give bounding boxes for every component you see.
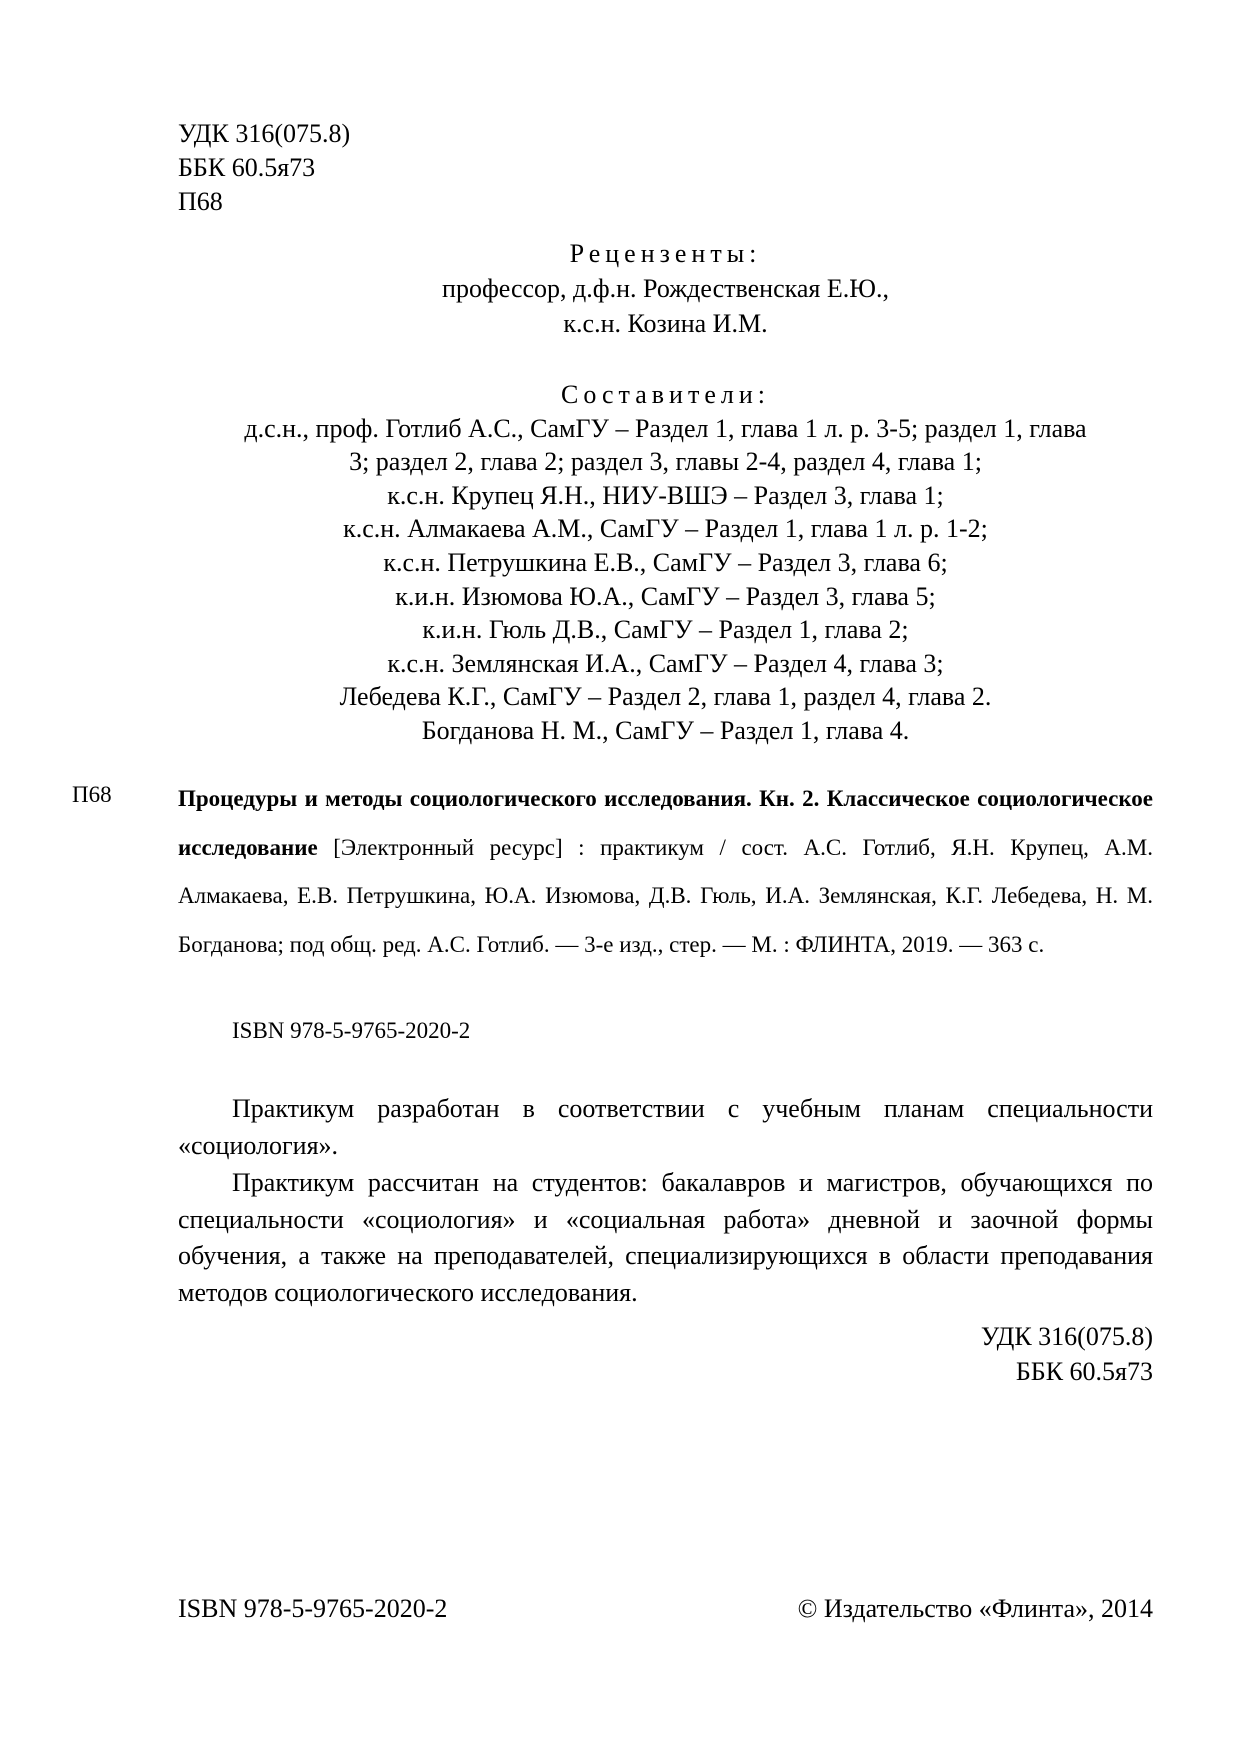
compiler-line: к.и.н. Гюль Д.В., СамГУ – Раздел 1, глава 2; <box>422 615 909 645</box>
bbk-code: ББК 60.5я73 <box>1015 1357 1153 1386</box>
udk-code: УДК 316(075.8) <box>980 1322 1153 1351</box>
annotation <box>178 1091 1153 1311</box>
reviewers-heading: Рецензенты: <box>569 239 762 268</box>
compiler-line: к.с.н. Алмакаева А.М., СамГУ – Раздел 1, глава 1 л. р. 1-2; <box>343 514 988 544</box>
copyright-notice: © Издательство «Флинта», 2014 <box>797 1594 1153 1623</box>
udk-code: УДК 316(075.8) <box>178 119 351 148</box>
reviewers-block <box>178 236 1153 341</box>
annotation-paragraph: Практикум разработан в соответствии с учебным планам специальности «социология». <box>178 1094 1153 1160</box>
compiler-line: к.с.н. Петрушкина Е.В., СамГУ – Раздел 3, глава 6; <box>383 547 948 577</box>
classification-codes <box>178 117 350 219</box>
compilers-heading: Составители: <box>561 380 770 409</box>
book-title: Процедуры и методы социологического исследования. Кн. 2. Классическое социологическое исследование <box>178 786 1153 860</box>
compiler-line: к.с.н. Крупец Я.Н., НИУ-ВШЭ – Раздел 3, глава 1; <box>387 480 944 510</box>
catalog-code: П68 <box>72 782 112 807</box>
reviewer-line: профессор, д.ф.н. Рождественская Е.Ю., <box>442 274 889 303</box>
compilers-block <box>178 378 1153 748</box>
bibliographic-details: [Электронный ресурс] : практикум / сост. А.С. Готлиб, Я.Н. Крупец, А.М. Алмакаева, Е.В. Петрушкина, Ю.А. Изюмова, Д.В. Гюль, И.А. Землянская, К.Г. Лебедева, Н. М. Богданова; под общ. ред. А.С. Готлиб. — 3-е изд., стер. — М. : ФЛИНТА, 2019. — 363 с. <box>178 834 1153 957</box>
bibliographic-description <box>178 775 1153 969</box>
footer-classification-codes <box>981 1319 1153 1389</box>
compiler-line: д.с.н., проф. Готлиб А.С., СамГУ – Раздел 1, глава 1 л. р. 3-5; раздел 1, глава <box>244 413 1087 443</box>
compiler-line: к.и.н. Изюмова Ю.А., СамГУ – Раздел 3, глава 5; <box>395 581 936 611</box>
annotation-paragraph: Практикум рассчитан на студентов: бакалавров и магистров, обучающихся по специальности «социология» и «социальная работа» дневной и заочной формы обучения, а также на преподавателей, специализирующихся в области преподавания методов социологического исследования. <box>178 1168 1153 1307</box>
compiler-line: Богданова Н. М., СамГУ – Раздел 1, глава 4. <box>421 715 910 745</box>
catalog-isbn: ISBN 978-5-9765-2020-2 <box>232 1018 471 1043</box>
author-sign: П68 <box>178 187 223 216</box>
compiler-line: Лебедева К.Г., СамГУ – Раздел 2, глава 1, раздел 4, глава 2. <box>339 682 992 712</box>
compiler-line: к.с.н. Землянская И.А., СамГУ – Раздел 4, глава 3; <box>387 648 944 678</box>
compiler-line: 3; раздел 2, глава 2; раздел 3, главы 2-4, раздел 4, глава 1; <box>349 447 982 477</box>
reviewer-line: к.с.н. Козина И.М. <box>563 309 768 338</box>
footer-isbn: ISBN 978-5-9765-2020-2 <box>178 1594 448 1623</box>
bbk-code: ББК 60.5я73 <box>178 153 316 182</box>
